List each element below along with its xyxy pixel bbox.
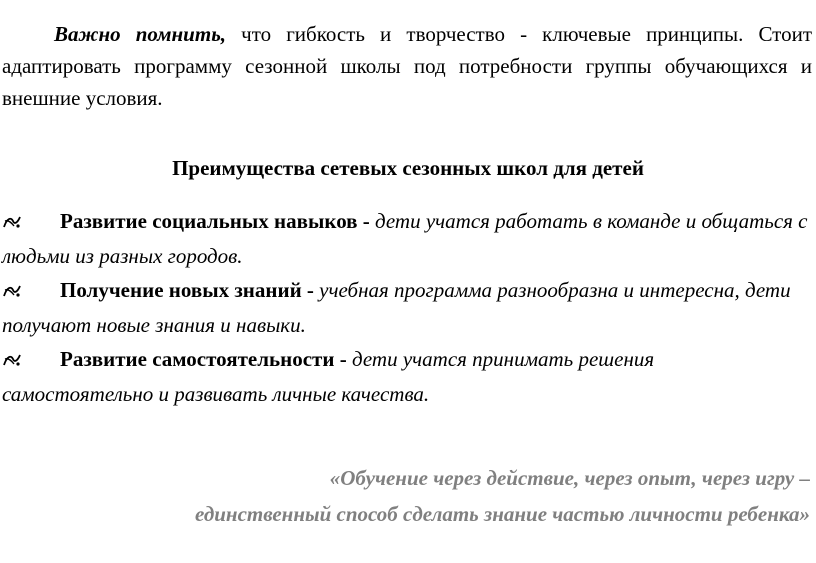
ornamental-bullet-icon — [2, 205, 60, 239]
quote-line-2: единственный способ сделать знание частью личности ребенка» — [195, 502, 810, 526]
benefits-list — [2, 204, 808, 411]
intro-text: что гибкость и творчество - ключевые принципы. Стоит адаптировать программу сезонной школы под потребности группы обучающихся и внешние условия. — [2, 22, 812, 110]
benefit-title: Получение новых знаний - — [60, 278, 314, 302]
benefit-title: Развитие самостоятельности - — [60, 347, 347, 371]
benefit-title: Развитие социальных навыков - — [60, 209, 370, 233]
benefit-item — [2, 342, 808, 411]
intro-lead: Важно помнить, — [54, 22, 227, 46]
closing-quote — [50, 460, 810, 532]
benefit-description: дети учатся работать в команде и общаться с людьми из разных городов. — [2, 209, 808, 268]
ornamental-bullet-icon — [2, 274, 60, 308]
benefit-description: дети учатся принимать решения самостоятельно и развивать личные качества. — [2, 347, 655, 406]
benefit-description: учебная программа разнообразна и интересна, дети получают новые знания и навыки. — [2, 278, 791, 337]
benefit-item — [2, 204, 808, 273]
benefit-item — [2, 273, 808, 342]
ornamental-bullet-icon — [2, 343, 60, 377]
intro-paragraph — [2, 18, 812, 114]
section-heading: Преимущества сетевых сезонных школ для детей — [172, 156, 644, 180]
quote-line-1: «Обучение через действие, через опыт, через игру – — [329, 466, 810, 490]
